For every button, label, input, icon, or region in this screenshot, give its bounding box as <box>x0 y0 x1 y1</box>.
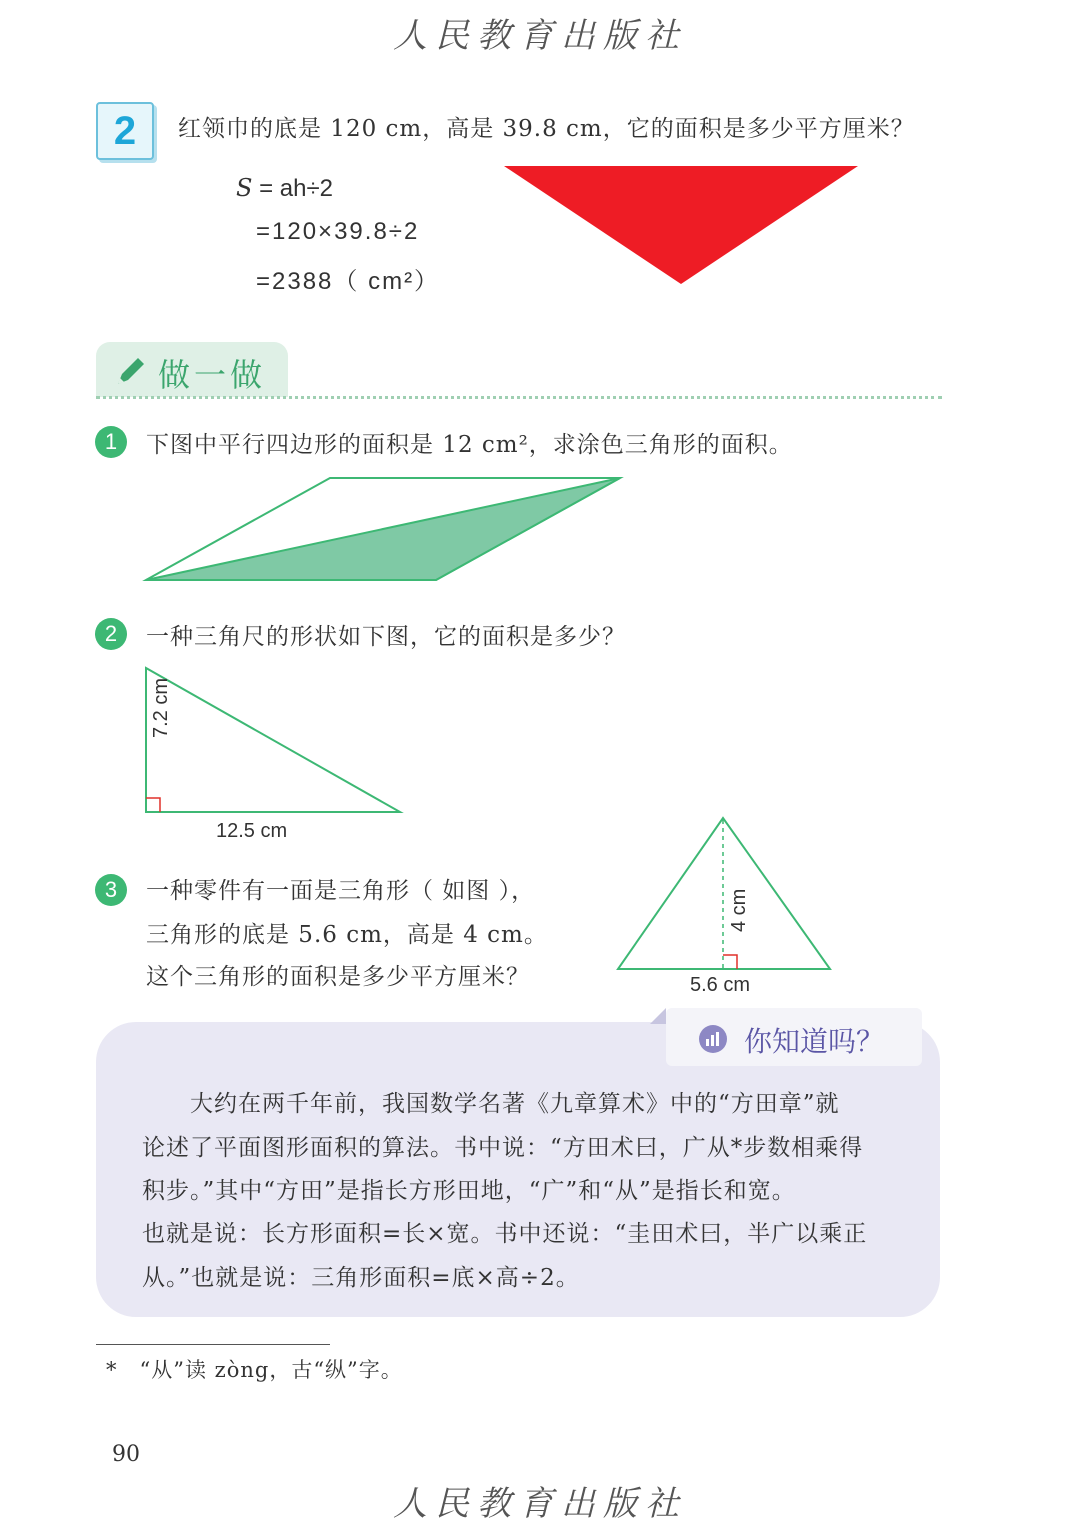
info-line-2: 论述了平面图形面积的算法。书中说：“方田术曰，广从*步数相乘得 <box>142 1135 864 1161</box>
right-angle-mark <box>146 798 160 812</box>
chart-icon <box>698 1024 728 1054</box>
formula-line-2: =120×39.8÷2 <box>256 218 420 245</box>
exercise-1-text: 下图中平行四边形的面积是 12 cm²，求涂色三角形的面积。 <box>146 432 793 458</box>
shaded-triangle <box>146 478 620 580</box>
example-number: 2 <box>113 109 137 153</box>
set-square-base-label: 12.5 cm <box>216 820 288 842</box>
set-square-figure <box>140 660 410 820</box>
publisher-watermark-top: 人民教育出版社 <box>393 16 687 56</box>
footnote: * “从”读 zòng，古“纵”字。 <box>106 1358 403 1382</box>
info-line-5: 从。”也就是说：三角形面积=底×高÷2。 <box>142 1265 580 1291</box>
example-number-badge <box>96 102 154 160</box>
exercise-3-line-2: 三角形的底是 5.6 cm，高是 4 cm。 <box>146 922 548 948</box>
right-triangle-outline <box>146 668 400 812</box>
info-line-4: 也就是说：长方形面积=长×宽。书中还说：“圭田术曰，半广以乘正 <box>142 1221 868 1247</box>
exercise-3-line-3: 这个三角形的面积是多少平方厘米？ <box>146 964 530 990</box>
section-tab <box>96 342 288 397</box>
exercise-3-line-1: 一种零件有一面是三角形（ 如图 ）， <box>146 878 536 904</box>
formula-line-1 <box>236 174 333 203</box>
formula-expression: = ah÷2 <box>252 175 334 202</box>
footnote-rule <box>96 1344 330 1345</box>
parallelogram-figure <box>140 470 630 590</box>
triangle-base-label: 5.6 cm <box>690 974 751 996</box>
triangle-part-figure <box>612 812 836 976</box>
exercise-3-number: 3 <box>95 874 127 906</box>
section-divider <box>96 396 942 399</box>
example-question: 红领巾的底是 120 cm，高是 39.8 cm，它的面积是多少平方厘米？ <box>178 116 915 142</box>
formula-variable: S <box>236 174 253 202</box>
publisher-watermark-bottom: 人民教育出版社 <box>393 1484 687 1524</box>
pencil-icon <box>114 354 148 388</box>
info-line-3: 积步。”其中“方田”是指长方形田地，“广”和“从”是指长和宽。 <box>142 1178 796 1204</box>
set-square-height-label: 7.2 cm <box>150 677 172 738</box>
info-line-1: 大约在两千年前，我国数学名著《九章算术》中的“方田章”就 <box>142 1091 840 1117</box>
right-angle-mark <box>723 955 737 969</box>
did-you-know-header <box>666 1008 922 1066</box>
did-you-know-title: 你知道吗？ <box>744 1026 885 1057</box>
section-title: 做一做 <box>158 356 267 394</box>
page-number: 90 <box>112 1442 140 1467</box>
red-scarf-triangle <box>504 166 858 284</box>
formula-line-3: =2388（ cm²） <box>256 268 441 295</box>
exercise-1-number: 1 <box>95 426 127 458</box>
red-scarf-figure <box>500 160 870 290</box>
exercise-2-number: 2 <box>95 618 127 650</box>
triangle-height-label: 4 cm <box>728 888 750 932</box>
exercise-2-text: 一种三角尺的形状如下图，它的面积是多少？ <box>146 624 626 650</box>
triangle-outline <box>618 818 830 969</box>
